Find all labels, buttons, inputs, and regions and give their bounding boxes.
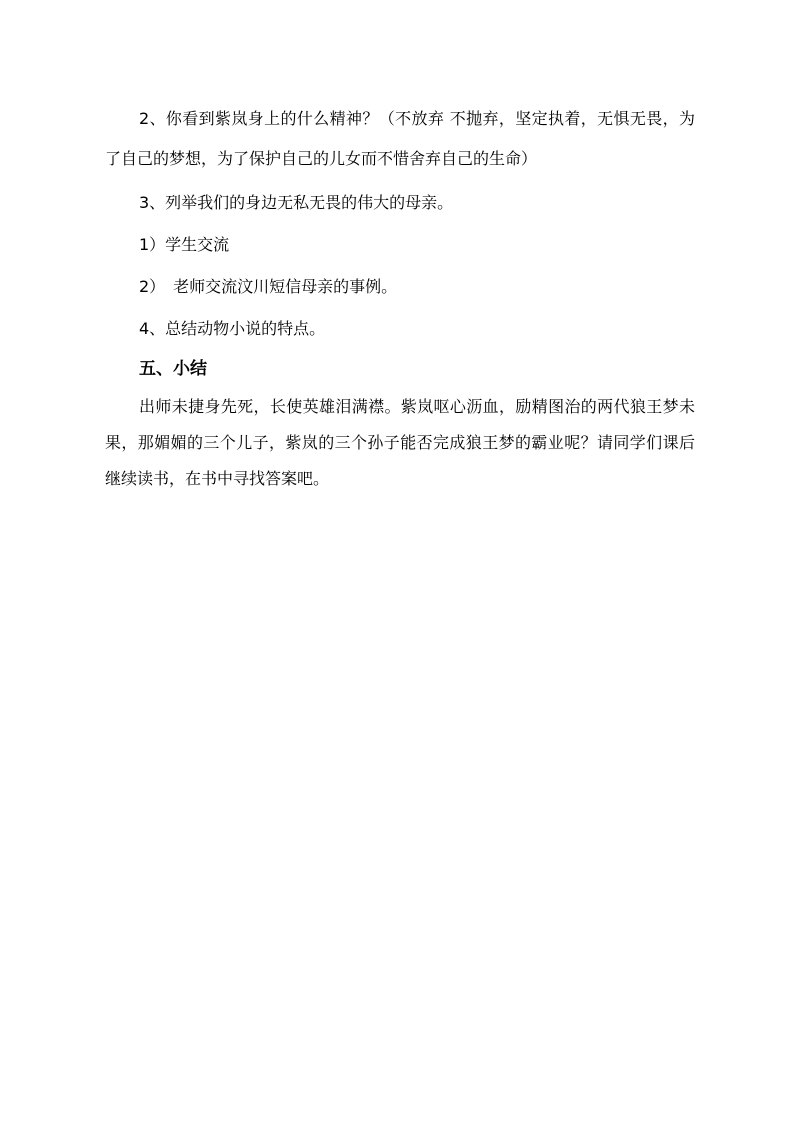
list-item-student-exchange: 1）学生交流	[139, 235, 230, 254]
paragraph-question-3: 3、列举我们的身边无私无畏的伟大的母亲。	[139, 193, 454, 212]
list-item-teacher-exchange: 2） 老师交流汶川短信母亲的事例。	[139, 277, 398, 296]
paragraph-question-2: 2、你看到紫岚身上的什么精神？（不放弃 不抛弃，坚定执着，无惧无畏，为了自己的梦想，为了保护自己的儿女而不惜舍弃自己的生命）	[105, 109, 695, 168]
document-body	[105, 99, 695, 497]
paragraph-question-4: 4、总结动物小说的特点。	[139, 319, 326, 338]
section-heading-summary: 五、小结	[139, 359, 207, 379]
paragraph-summary: 出师未捷身先死，长使英雄泪满襟。紫岚呕心沥血，励精图治的两代狼王梦未果，那媚媚的三个儿子，紫岚的三个孙子能否完成狼王梦的霸业呢？请同学们课后继续读书，在书中寻找答案吧。	[105, 397, 695, 488]
